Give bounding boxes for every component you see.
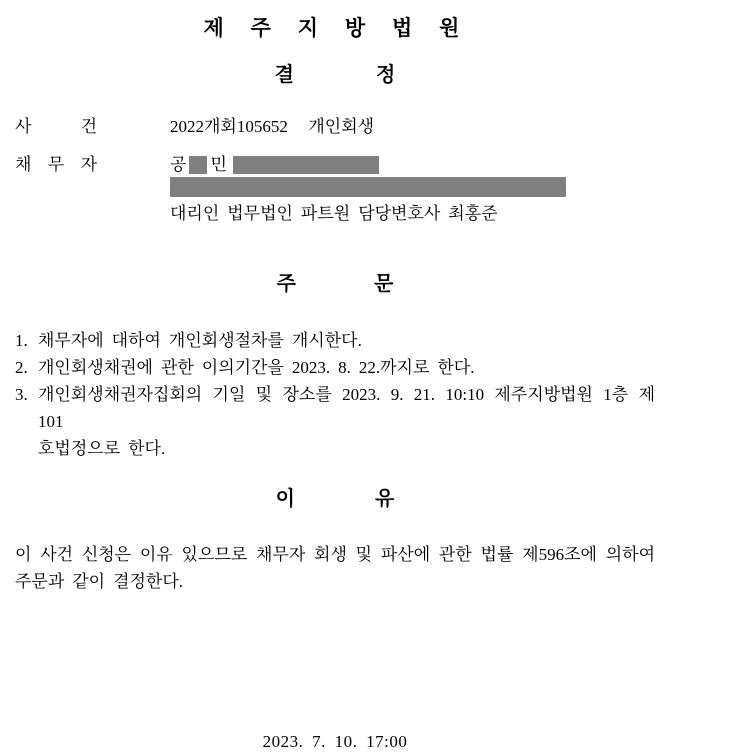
case-number-value [170, 117, 655, 136]
case-info-section [15, 117, 655, 223]
debtor-name-last-char: 민 [210, 155, 227, 174]
order-item-text: 개인회생채권에 관한 이의기간을 2023. 8. 22.까지로 한다. [38, 358, 475, 377]
reason-heading [15, 487, 655, 511]
order-item-text-line1: 개인회생채권자집회의 기일 및 장소를 2023. 9. 21. 10:10 제주지방법원 1층 제101 [38, 385, 655, 431]
reason-line1: 이 사건 신청은 이유 있으므로 채무자 회생 및 파산에 관한 법률 제596조에 의하여 [15, 545, 655, 564]
case-label-char: 건 [80, 117, 97, 136]
case-label-char: 사 [15, 117, 32, 136]
debtor-row [15, 155, 655, 223]
debtor-label-char: 채 [15, 155, 32, 174]
decision-heading-left: 결 [274, 64, 294, 86]
debtor-label [15, 155, 97, 174]
order-item-text [38, 381, 655, 462]
order-item-1 [15, 327, 655, 354]
redaction-box-name-middle [189, 156, 207, 174]
debtor-label-char: 무 [47, 155, 65, 174]
reason-heading-right: 유 [375, 488, 395, 510]
reason-heading-left: 이 [275, 488, 295, 510]
order-item-text: 채무자에 대하여 개인회생절차를 개시한다. [38, 331, 362, 350]
representative-line: 대리인 법무법인 파트원 담당변호사 최홍준 [170, 204, 498, 223]
decision-datetime: 2023. 7. 10. 17:00 [262, 732, 408, 751]
case-number: 2022개회105652 [170, 117, 288, 136]
order-item-number: 2. [15, 358, 28, 377]
order-item-number: 3. [15, 385, 28, 404]
case-number-row [15, 117, 655, 136]
document-content [15, 0, 655, 752]
order-item-number: 1. [15, 331, 28, 350]
order-item-2 [15, 354, 655, 381]
debtor-name-line [170, 155, 655, 174]
decision-heading [15, 63, 655, 87]
order-item-text-line2: 호법정으로 한다. [38, 439, 166, 458]
order-heading [15, 272, 655, 296]
debtor-name-first-char: 공 [170, 155, 187, 174]
debtor-label-char: 자 [80, 155, 97, 174]
court-name-title: 제 주 지 방 법 원 [203, 17, 467, 40]
order-item-3 [15, 381, 655, 462]
redaction-box-personal-info [233, 156, 379, 174]
order-list [15, 327, 655, 462]
reason-paragraph [15, 541, 655, 595]
decision-heading-right: 정 [376, 64, 396, 86]
order-heading-right: 문 [374, 273, 394, 295]
redaction-box-address [170, 177, 566, 197]
order-heading-left: 주 [276, 273, 296, 295]
case-label [15, 117, 97, 136]
case-type: 개인회생 [308, 117, 375, 136]
reason-line2: 주문과 같이 결정한다. [15, 572, 184, 591]
debtor-value [170, 155, 655, 223]
